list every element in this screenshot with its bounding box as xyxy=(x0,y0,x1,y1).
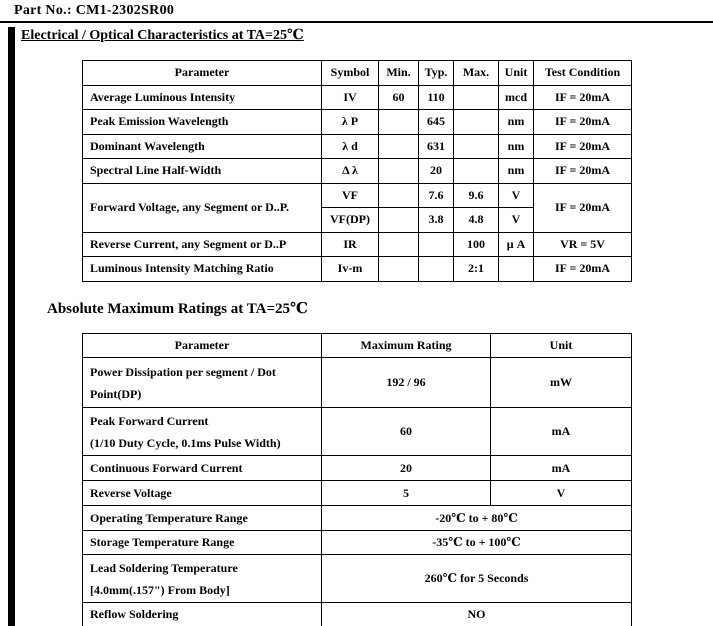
cell-maximum-rating: 5 xyxy=(322,481,491,506)
cell-maximum-rating: 260℃ for 5 Seconds xyxy=(322,555,632,603)
cell-unit: mA xyxy=(491,456,632,481)
cell-unit: V xyxy=(499,208,534,233)
cell-parameter: Reverse Voltage xyxy=(83,481,322,506)
col-header-unit: Unit xyxy=(491,334,632,358)
cell-max xyxy=(454,85,499,110)
cell-parameter: Luminous Intensity Matching Ratio xyxy=(83,257,322,282)
cell-parameter: Reflow Soldering xyxy=(83,603,322,626)
table-row xyxy=(83,456,632,481)
cell-parameter: Peak Emission Wavelength xyxy=(83,110,322,135)
cell-min xyxy=(379,134,419,159)
cell-test-condition: IF = 20mA xyxy=(534,134,632,159)
cell-test-condition: IF = 20mA xyxy=(534,159,632,184)
table-row xyxy=(83,358,632,408)
table-row xyxy=(83,85,632,110)
col-header-typ: Typ. xyxy=(419,61,454,86)
cell-maximum-rating: -35℃ to + 100℃ xyxy=(322,531,632,555)
cell-parameter: Dominant Wavelength xyxy=(83,134,322,159)
cell-unit: mW xyxy=(491,358,632,408)
cell-min xyxy=(379,208,419,233)
col-header-max: Max. xyxy=(454,61,499,86)
table-row xyxy=(83,257,632,282)
cell-maximum-rating: 20 xyxy=(322,456,491,481)
parameter-line-2: [4.0mm(.157") From Body] xyxy=(90,582,230,597)
cell-typ: 7.6 xyxy=(419,183,454,208)
cell-parameter: Operating Temperature Range xyxy=(83,506,322,531)
electrical-section-title: Electrical / Optical Characteristics at TA=25℃ xyxy=(21,28,304,43)
cell-symbol: VF xyxy=(322,183,379,208)
cell-parameter xyxy=(83,408,322,456)
cell-unit xyxy=(499,257,534,282)
cell-symbol: λ P xyxy=(322,110,379,135)
absolute-maximum-ratings-table xyxy=(82,333,632,626)
cell-test-condition: IF = 20mA xyxy=(534,85,632,110)
cell-max: 2:1 xyxy=(454,257,499,282)
cell-maximum-rating: -20℃ to + 80℃ xyxy=(322,506,632,531)
parameter-line-1: Lead Soldering Temperature xyxy=(90,560,238,575)
cell-parameter: Reverse Current, any Segment or D..P xyxy=(83,232,322,257)
absolute-section-title: Absolute Maximum Ratings at TA=25℃ xyxy=(47,301,308,317)
cell-parameter xyxy=(83,358,322,408)
table-row xyxy=(83,408,632,456)
cell-test-condition: VR = 5V xyxy=(534,232,632,257)
cell-max: 4.8 xyxy=(454,208,499,233)
cell-unit: V xyxy=(499,183,534,208)
cell-symbol: VF(DP) xyxy=(322,208,379,233)
cell-test-condition: IF = 20mA xyxy=(534,183,632,232)
parameter-line-2: (1/10 Duty Cycle, 0.1ms Pulse Width) xyxy=(90,435,281,450)
cell-unit: μ A xyxy=(499,232,534,257)
parameter-line-2: Point(DP) xyxy=(90,386,142,401)
cell-symbol: Δ λ xyxy=(322,159,379,184)
table-header-row xyxy=(83,334,632,358)
cell-parameter: Storage Temperature Range xyxy=(83,531,322,555)
table-row xyxy=(83,134,632,159)
col-header-maximum-rating: Maximum Rating xyxy=(322,334,491,358)
cell-maximum-rating: 192 / 96 xyxy=(322,358,491,408)
table-row xyxy=(83,555,632,603)
cell-unit: nm xyxy=(499,134,534,159)
cell-maximum-rating: NO xyxy=(322,603,632,626)
cell-max: 9.6 xyxy=(454,183,499,208)
electrical-characteristics-table xyxy=(82,60,632,282)
cell-min xyxy=(379,257,419,282)
cell-parameter xyxy=(83,555,322,603)
cell-parameter: Forward Voltage, any Segment or D..P. xyxy=(83,183,322,232)
cell-symbol: Iv-m xyxy=(322,257,379,282)
table-row xyxy=(83,603,632,626)
table-row xyxy=(83,481,632,506)
cell-parameter: Average Luminous Intensity xyxy=(83,85,322,110)
col-header-test-condition: Test Condition xyxy=(534,61,632,86)
cell-parameter: Continuous Forward Current xyxy=(83,456,322,481)
cell-symbol: IR xyxy=(322,232,379,257)
cell-unit: nm xyxy=(499,159,534,184)
cell-min xyxy=(379,110,419,135)
cell-test-condition: IF = 20mA xyxy=(534,257,632,282)
cell-unit: mcd xyxy=(499,85,534,110)
cell-typ xyxy=(419,232,454,257)
cell-maximum-rating: 60 xyxy=(322,408,491,456)
cell-min xyxy=(379,159,419,184)
table-row xyxy=(83,232,632,257)
cell-unit: mA xyxy=(491,408,632,456)
parameter-line-1: Power Dissipation per segment / Dot xyxy=(90,364,276,379)
cell-min xyxy=(379,183,419,208)
table-row xyxy=(83,531,632,555)
parameter-line-1: Peak Forward Current xyxy=(90,413,209,428)
cell-unit: V xyxy=(491,481,632,506)
cell-symbol: λ d xyxy=(322,134,379,159)
col-header-min: Min. xyxy=(379,61,419,86)
cell-typ: 110 xyxy=(419,85,454,110)
cell-symbol: IV xyxy=(322,85,379,110)
cell-typ: 20 xyxy=(419,159,454,184)
col-header-unit: Unit xyxy=(499,61,534,86)
table-row xyxy=(83,110,632,135)
col-header-symbol: Symbol xyxy=(322,61,379,86)
cell-typ: 3.8 xyxy=(419,208,454,233)
cell-max: 100 xyxy=(454,232,499,257)
cell-max xyxy=(454,110,499,135)
col-header-parameter: Parameter xyxy=(83,334,322,358)
table-row-forward-voltage-1 xyxy=(83,183,632,208)
cell-unit: nm xyxy=(499,110,534,135)
cell-min: 60 xyxy=(379,85,419,110)
cell-parameter: Spectral Line Half-Width xyxy=(83,159,322,184)
header-divider xyxy=(0,21,713,23)
col-header-parameter: Parameter xyxy=(83,61,322,86)
cell-min xyxy=(379,232,419,257)
cell-typ xyxy=(419,257,454,282)
cell-max xyxy=(454,134,499,159)
cell-typ: 631 xyxy=(419,134,454,159)
cell-typ: 645 xyxy=(419,110,454,135)
left-margin-bar xyxy=(8,27,15,626)
table-row xyxy=(83,506,632,531)
table-row xyxy=(83,159,632,184)
cell-test-condition: IF = 20mA xyxy=(534,110,632,135)
table-header-row xyxy=(83,61,632,86)
cell-max xyxy=(454,159,499,184)
part-number: Part No.: CM1-2302SR00 xyxy=(14,3,175,18)
